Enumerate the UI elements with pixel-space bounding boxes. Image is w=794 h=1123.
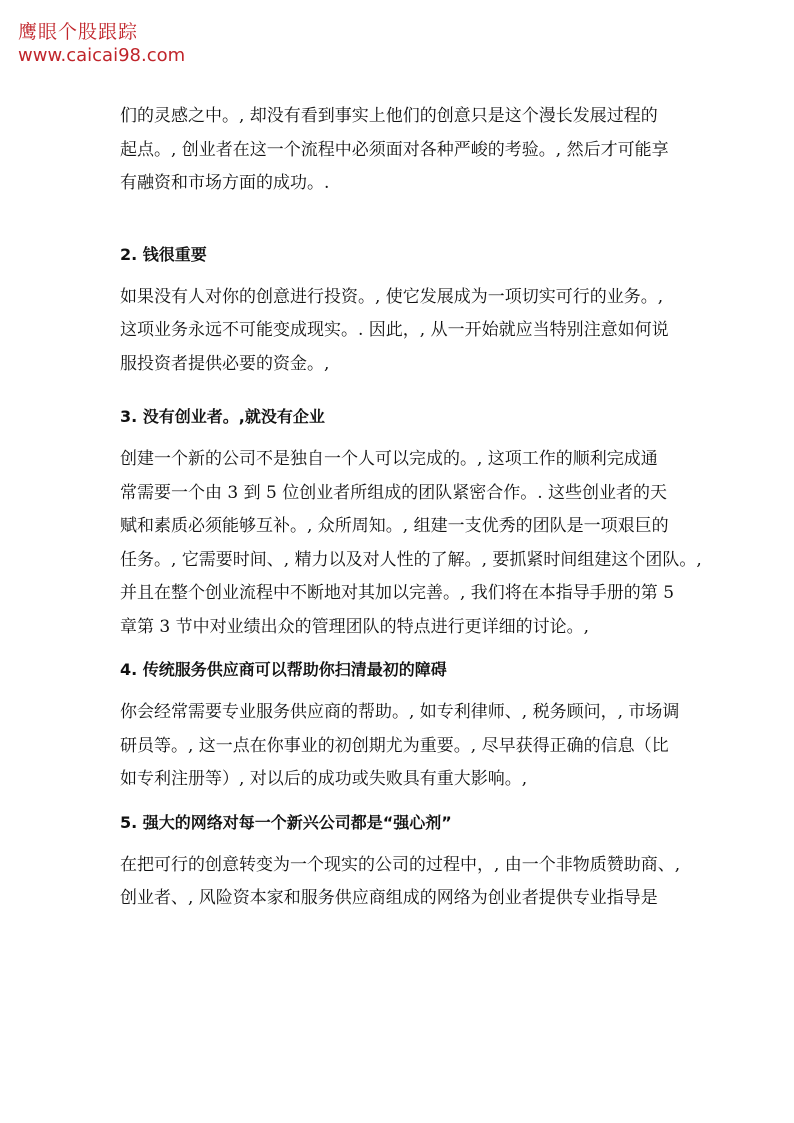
section-heading-4: 4. 传统服务供应商可以帮助你扫清最初的障碍: [120, 660, 447, 679]
text-line: 这项业务永远不可能变成现实。. 因此，, 从一开始就应当特别注意如何说: [120, 320, 669, 340]
text-line: 创建一个新的公司不是独自一个人可以完成的。, 这项工作的顺利完成通: [120, 449, 658, 469]
text-line: 们的灵感之中。, 却没有看到事实上他们的创意只是这个漫长发展过程的: [120, 106, 658, 126]
text-line: 常需要一个由 3 到 5 位创业者所组成的团队紧密合作。. 这些创业者的天: [120, 482, 668, 503]
text-line: 并且在整个创业流程中不断地对其加以完善。, 我们将在本指导手册的第 5: [120, 583, 675, 603]
watermark-title: 鹰眼个股跟踪: [18, 21, 139, 43]
text-line: 如果没有人对你的创意进行投资。, 使它发展成为一项切实可行的业务。,: [120, 286, 664, 307]
section-heading-5: 5. 强大的网络对每一个新兴公司都是“强心剂”: [120, 812, 452, 832]
text-line: 服投资者提供必要的资金。,: [120, 353, 330, 374]
section-heading-2: 2. 钱很重要: [120, 244, 207, 264]
text-line: 有融资和市场方面的成功。.: [120, 173, 330, 193]
section-paragraph-3: [120, 443, 702, 644]
text-line: 赋和素质必须能够互补。, 众所周知。, 组建一支优秀的团队是一项艰巨的: [120, 516, 669, 536]
section-paragraph-2: [120, 281, 680, 382]
section-heading-3: 3. 没有创业者。,就没有企业: [120, 407, 325, 426]
watermark: [18, 20, 185, 68]
text-line: 在把可行的创意转变为一个现实的公司的过程中，, 由一个非物质赞助商、,: [120, 854, 681, 875]
text-line: 起点。, 创业者在这一个流程中必须面对各种严峻的考验。, 然后才可能享: [120, 139, 669, 160]
watermark-url: www.caicai98.com: [18, 45, 186, 66]
text-line: 任务。, 它需要时间、, 精力以及对人性的了解。, 要抓紧时间组建这个团队。,: [120, 549, 702, 570]
text-line: 创业者、, 风险资本家和服务供应商组成的网络为创业者提供专业指导是: [120, 888, 658, 908]
text-line: 如专利注册等）, 对以后的成功或失败具有重大影响。,: [120, 769, 528, 789]
text-line: 研员等。, 这一点在你事业的初创期尤为重要。, 尽早获得正确的信息（比: [120, 735, 669, 756]
intro-paragraph: [120, 100, 680, 201]
section-paragraph-5: [120, 849, 680, 916]
document-body: [120, 100, 702, 916]
text-line: 你会经常需要专业服务供应商的帮助。, 如专利律师、, 税务顾问，, 市场调: [120, 702, 680, 722]
text-line: 章第 3 节中对业绩出众的管理团队的特点进行更详细的讨论。,: [120, 616, 590, 637]
section-paragraph-4: [120, 696, 680, 797]
